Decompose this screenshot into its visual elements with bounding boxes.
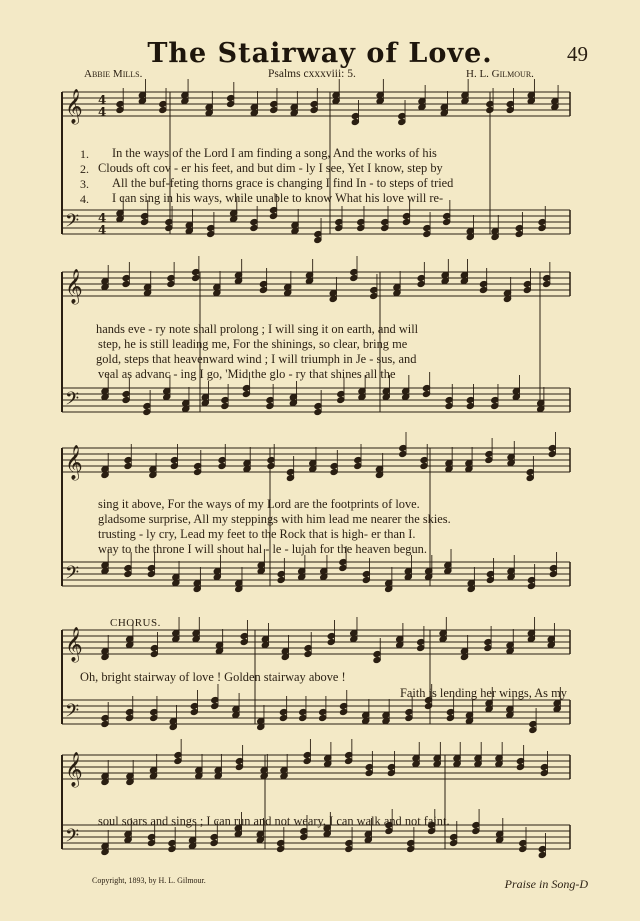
copyright-notice: Copyright, 1893, by H. L. Gilmour. <box>92 876 206 885</box>
lyric-s2-v3: gold, steps that heavenward wind ; I will triumph in Je - sus, and <box>96 352 417 366</box>
composer-credit: H. L. Gilmour. <box>466 68 534 80</box>
lyric-s1-v3: All the buf-feting thorns grace is changing I find In - to steps of tried <box>112 176 454 190</box>
svg-text:𝄞: 𝄞 <box>65 445 83 480</box>
svg-text:𝄢: 𝄢 <box>65 826 80 851</box>
svg-text:𝄞: 𝄞 <box>65 627 83 662</box>
svg-text:𝄢: 𝄢 <box>65 211 80 236</box>
chorus-label: CHORUS. <box>110 617 161 629</box>
scripture-reference: Psalms cxxxviii: 5. <box>268 68 356 80</box>
lyric-s1-v1: In the ways of the Lord I am finding a song, And the works of his <box>112 146 437 160</box>
lyric-s3-v1: sing it above, For the ways of my Lord are the footprints of love. <box>98 497 420 511</box>
lyric-s3-v3: trusting - ly cry, Lead my feet to the Rock that is high- er than I. <box>98 527 416 541</box>
svg-text:𝄞: 𝄞 <box>65 752 83 787</box>
chorus-lyric-1: Oh, bright stairway of love ! Golden stairway above ! <box>80 670 346 684</box>
lyric-s2-v4: veal as advanc - ing I go, 'Mid the glo - ry that shines all the <box>98 367 396 381</box>
lyricist-credit: Abbie Mills. <box>84 68 143 80</box>
svg-text:4: 4 <box>98 211 107 225</box>
svg-text:𝄢: 𝄢 <box>65 701 80 726</box>
page-number: 49 <box>567 42 588 66</box>
svg-text:𝄞: 𝄞 <box>65 89 83 124</box>
verse-number-2: 2. <box>80 162 89 176</box>
verse-number-3: 3. <box>80 177 89 191</box>
svg-text:𝄢: 𝄢 <box>65 389 80 414</box>
lyric-s1-v4: I can sing in his ways, while unable to know What his love will re- <box>112 191 444 205</box>
book-title: Praise in Song-D <box>504 877 588 891</box>
svg-text:4: 4 <box>98 93 107 107</box>
svg-text:𝄞: 𝄞 <box>65 269 83 304</box>
lyric-s2-v2: step, he is still leading me, For the shinings, so clear, bring me <box>98 337 408 351</box>
hymn-title: The Stairway of Love. <box>147 38 493 69</box>
lyric-s3-v4: way to the throne I will shout hal - le - lujah for the heaven begun. <box>98 542 427 556</box>
chorus-lyric-2: Faith is lending her wings, As my <box>400 686 567 700</box>
svg-text:4: 4 <box>98 223 107 237</box>
verse-number-1: 1. <box>80 147 89 161</box>
lyric-s1-v2: Clouds oft cov - er his feet, and but dim - ly I see, Yet I know, step by <box>98 161 443 175</box>
lyric-s2-v1: hands eve - ry note shall prolong ; I will sing it on earth, and will <box>96 322 419 336</box>
chorus-lyric-3: soul soars and sings ; I can run and not weary, I can walk and not faint. <box>98 814 450 828</box>
verse-number-4: 4. <box>80 192 89 206</box>
svg-text:4: 4 <box>98 105 107 119</box>
svg-text:𝄢: 𝄢 <box>65 563 80 588</box>
lyric-s3-v2: gladsome surprise, All my steppings with him lead me nearer the skies. <box>98 512 451 526</box>
